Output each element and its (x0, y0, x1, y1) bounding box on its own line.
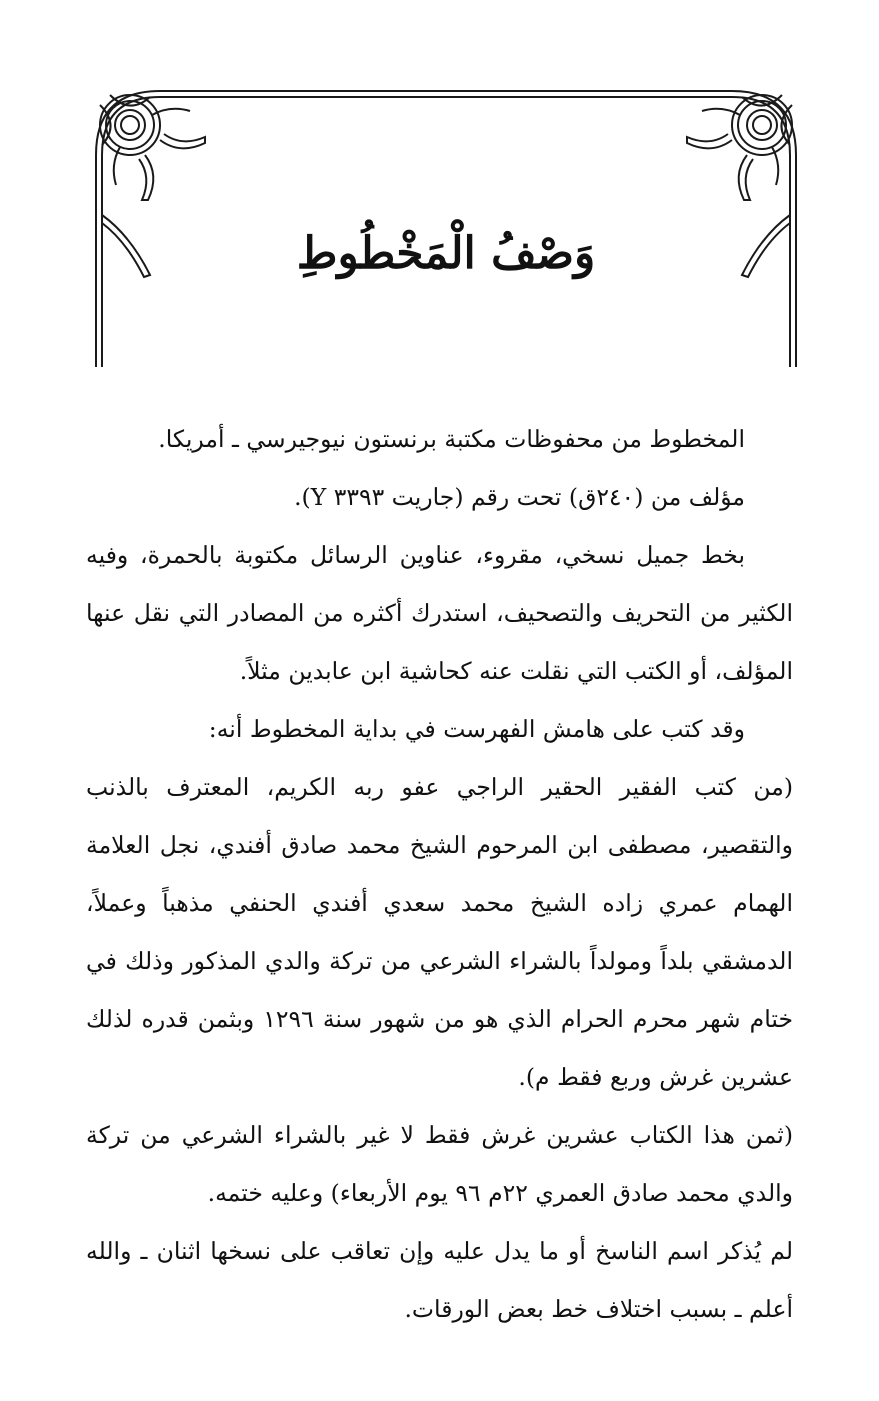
paragraph-margin-note-quote: (من كتب الفقير الحقير الراجي عفو ربه الكريم، المعترف بالذنب والتقصير، مصطفى ابن المرحوم الشيخ محمد صادق أفندي، نجل العلامة الهمام عمري زاده الشيخ محمد سعدي أفندي الحنفي مذهباً وعملاً، الدمشقي بلداً ومولداً بالشراء الشرعي من تركة والدي المذكور وذلك في ختام شهر محرم الحرام الذي هو من شهور سنة ١٢٩٦ وبثمن قدره لذلك عشرين غرش وربع فقط م). (86, 773, 793, 1091)
knot-top-left (96, 91, 205, 200)
paragraph-price-note: (ثمن هذا الكتاب عشرين غرش فقط لا غير بالشراء الشرعي من تركة والدي محمد صادق العمري ٢٢م ٩٦ يوم الأربعاء) وعليه ختمه. (86, 1121, 793, 1207)
paragraph-copyist: لم يُذكر اسم الناسخ أو ما يدل عليه وإن تعاقب على نسخها اثنان ـ والله أعلم ـ بسبب اختلاف خط بعض الورقات. (86, 1237, 793, 1323)
paragraph-margin-note-intro: وقد كتب على هامش الفهرست في بداية المخطوط أنه: (208, 715, 745, 743)
paragraph-size: مؤلف من (٢٤٠ق) تحت رقم (جاريت ٣٣٩٣ Y). (294, 483, 745, 511)
manuscript-description (86, 410, 793, 1338)
page-title: وَصْفُ الْمَخْطُوطِ (296, 228, 596, 279)
paragraph-script: بخط جميل نسخي، مقروء، عناوين الرسائل مكتوبة بالحمرة، وفيه الكثير من التحريف والتصحيف، استدرك أكثره من المصادر التي نقل عنها المؤلف، أو الكتب التي نقلت عنه كحاشية ابن عابدين مثلاً. (86, 541, 793, 685)
paragraph-source: المخطوط من محفوظات مكتبة برنستون نيوجيرسي ـ أمريكا. (158, 425, 745, 453)
knot-top-right (687, 91, 796, 200)
